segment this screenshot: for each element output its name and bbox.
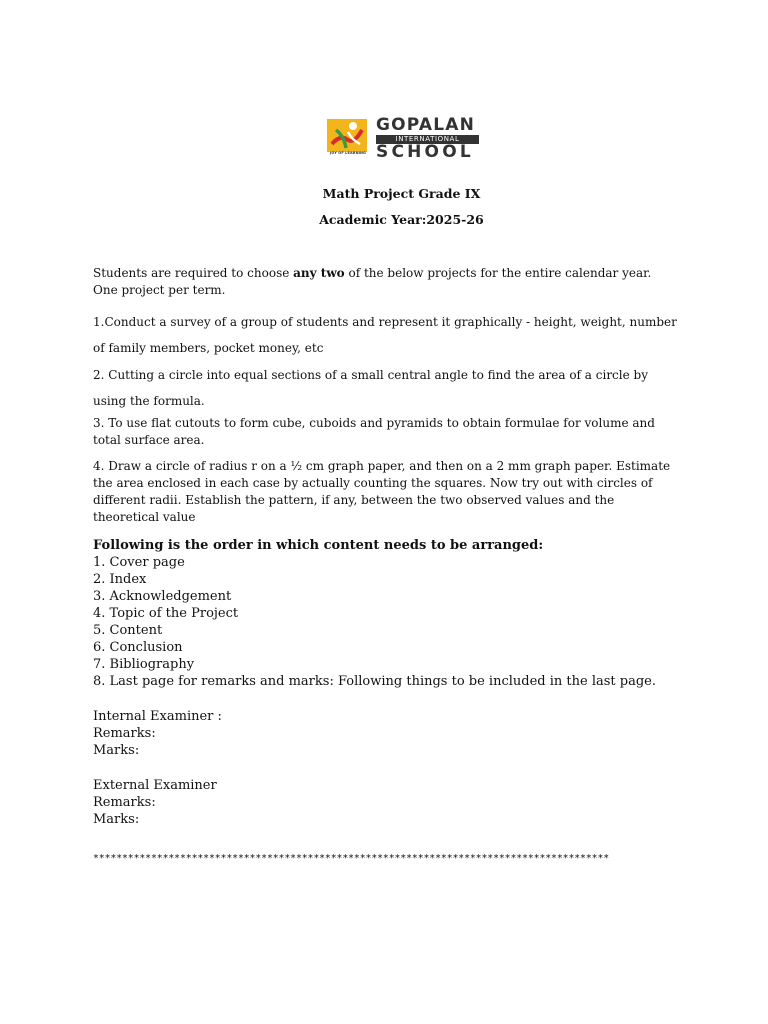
separator-line: ***************************************************************************************** xyxy=(93,853,610,864)
internal-examiner-title: Internal Examiner : xyxy=(93,709,222,724)
list-item: 3. Acknowledgement xyxy=(93,589,232,604)
content-order-heading: Following is the order in which content needs to be arranged: xyxy=(93,538,544,553)
intro-text-pre: Students are required to choose xyxy=(93,266,294,280)
external-examiner-title: External Examiner xyxy=(93,778,217,793)
logo-tagline: JOY OF LEARNING xyxy=(329,151,367,155)
document-title: Math Project Grade IX xyxy=(322,186,481,201)
list-item: 8. Last page for remarks and marks: Following things to be included in the last page. xyxy=(93,674,656,689)
intro-paragraph xyxy=(93,265,678,299)
content-order-list xyxy=(93,554,713,690)
internal-remarks-label: Remarks: xyxy=(93,726,156,741)
project-item-2: 2. Cutting a circle into equal sections of a small central angle to find the area of a circle by using the formula. xyxy=(93,368,648,408)
external-examiner-section xyxy=(93,777,393,828)
academic-year: Academic Year:2025-26 xyxy=(319,212,484,227)
project-item-1: 1.Conduct a survey of a group of students and represent it graphically - height, weight, number of family members, pocket money, etc xyxy=(93,315,677,355)
internal-examiner-section xyxy=(93,708,393,759)
project-item-3: 3. To use flat cutouts to form cube, cuboids and pyramids to obtain formulae for volume and total surface area. xyxy=(93,416,655,447)
external-marks-label: Marks: xyxy=(93,812,140,827)
list-item: 7. Bibliography xyxy=(93,657,195,672)
list-item: 4. Topic of the Project xyxy=(93,606,239,621)
school-logo xyxy=(326,116,482,160)
logo-word-international: INTERNATIONAL xyxy=(376,135,479,144)
list-item: 5. Content xyxy=(93,623,163,638)
content-order-section xyxy=(93,537,713,690)
list-item: 6. Conclusion xyxy=(93,640,183,655)
project-item-4: 4. Draw a circle of radius r on a ½ cm graph paper, and then on a 2 mm graph paper. Estimate the area enclosed in each case by actually counting the squares. Now try out with circles of different radii. Establish the pattern, if any, between the two observed values and the theoretical value xyxy=(93,459,671,524)
logo-word-school: SCHOOL xyxy=(376,142,474,162)
list-item: 1. Cover page xyxy=(93,555,185,570)
internal-marks-label: Marks: xyxy=(93,743,140,758)
intro-text-bold: any two xyxy=(293,266,345,280)
logo-word-gopalan: GOPALAN xyxy=(376,115,476,135)
list-item: 2. Index xyxy=(93,572,147,587)
external-remarks-label: Remarks: xyxy=(93,795,156,810)
intro-text-post: of the below projects for the entire calendar year. One project per term. xyxy=(93,266,652,297)
